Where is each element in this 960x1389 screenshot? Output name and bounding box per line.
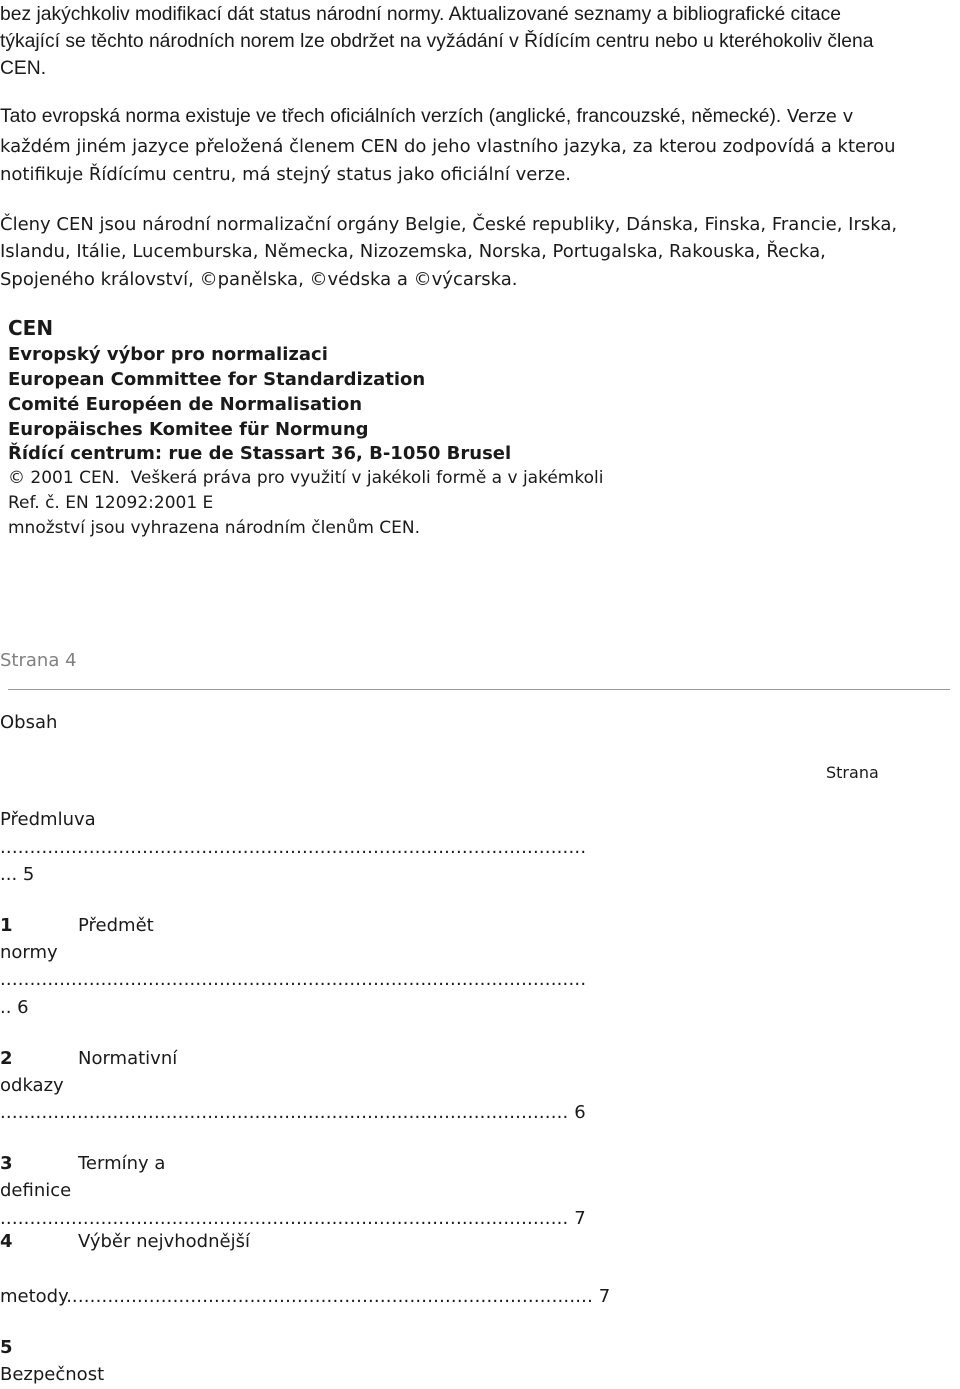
intro-line: bez jakýchkoliv modifikací dát status národní normy. Aktualizované seznamy a bibliografické citace bbox=[0, 4, 841, 25]
toc-entry-title: 2 Normativní bbox=[0, 1048, 178, 1069]
intro-line: CEN. bbox=[0, 58, 47, 79]
toc-entry-leader: metody......................................................................................... 7 bbox=[0, 1286, 611, 1307]
cen-reference: Ref. č. EN 12092:2001 E bbox=[8, 493, 214, 513]
toc-leader-dots: ................................................................................................... bbox=[0, 837, 587, 858]
cen-name: Comité Européen de Normalisation bbox=[8, 394, 363, 415]
members-line: Spojeného království, ©panělska, ©védska a ©výcarska. bbox=[0, 269, 518, 290]
members-line: Členy CEN jsou národní normalizační orgány Belgie, České republiky, Dánska, Finska, Francie, Irska, bbox=[0, 214, 898, 235]
page-divider bbox=[8, 689, 950, 690]
members-line: Islandu, Itálie, Lucemburska, Německa, Nizozemska, Norska, Portugalska, Rakouska, Řecka, bbox=[0, 241, 826, 262]
intro-line: notifikuje Řídícímu centru, má stejný status jako oficiální verze. bbox=[0, 164, 572, 185]
toc-leader-dots: ................................................................................................... bbox=[0, 969, 587, 990]
toc-entry-title-cont: odkazy bbox=[0, 1075, 64, 1096]
toc-entry-title-cont: normy bbox=[0, 942, 58, 963]
toc-entry-title: Bezpečnost bbox=[0, 1364, 105, 1385]
toc-entry-number: 5 bbox=[0, 1337, 13, 1358]
toc-entry-leader: ................................................................................................ 7 bbox=[0, 1208, 586, 1229]
toc-entry-title: 1 Předmět bbox=[0, 915, 154, 936]
toc-foreword-title: Předmluva bbox=[0, 809, 96, 830]
page-label: Strana 4 bbox=[0, 650, 77, 671]
intro-line: každém jiném jazyce přeložená členem CEN do jeho vlastního jazyka, za kterou zodpovídá a kterou bbox=[0, 136, 896, 157]
cen-name: Evropský výbor pro normalizaci bbox=[8, 344, 328, 365]
cen-name: Europäisches Komitee für Normung bbox=[8, 419, 369, 440]
cen-title: CEN bbox=[8, 316, 54, 340]
toc-entry-title: 4 Výběr nejvhodnější bbox=[0, 1231, 250, 1252]
intro-line: týkající se těchto národních norem lze obdržet na vyžádání v Řídícím centru nebo u kteréhokoliv člena bbox=[0, 31, 874, 52]
cen-address: Řídící centrum: rue de Stassart 36, B-1050 Brusel bbox=[8, 443, 512, 464]
intro-line: Tato evropská norma existuje ve třech oficiálních verzích (anglické, francouzské, německé). Verze v bbox=[0, 106, 854, 127]
toc-heading: Obsah bbox=[0, 712, 58, 733]
cen-name: European Committee for Standardization bbox=[8, 369, 426, 390]
cen-rights: množství jsou vyhrazena národním členům CEN. bbox=[8, 518, 421, 538]
toc-foreword-page: ... 5 bbox=[0, 864, 35, 885]
toc-entry-title: 3 Termíny a bbox=[0, 1153, 166, 1174]
toc-entry-title-cont: definice bbox=[0, 1180, 72, 1201]
toc-entry-leader: ................................................................................................ 6 bbox=[0, 1102, 586, 1123]
cen-copyright: © 2001 CEN. Veškerá práva pro využití v jakékoli formě a v jakémkoli bbox=[8, 468, 604, 488]
toc-column-header: Strana bbox=[826, 763, 879, 782]
toc-entry-page: .. 6 bbox=[0, 997, 29, 1018]
